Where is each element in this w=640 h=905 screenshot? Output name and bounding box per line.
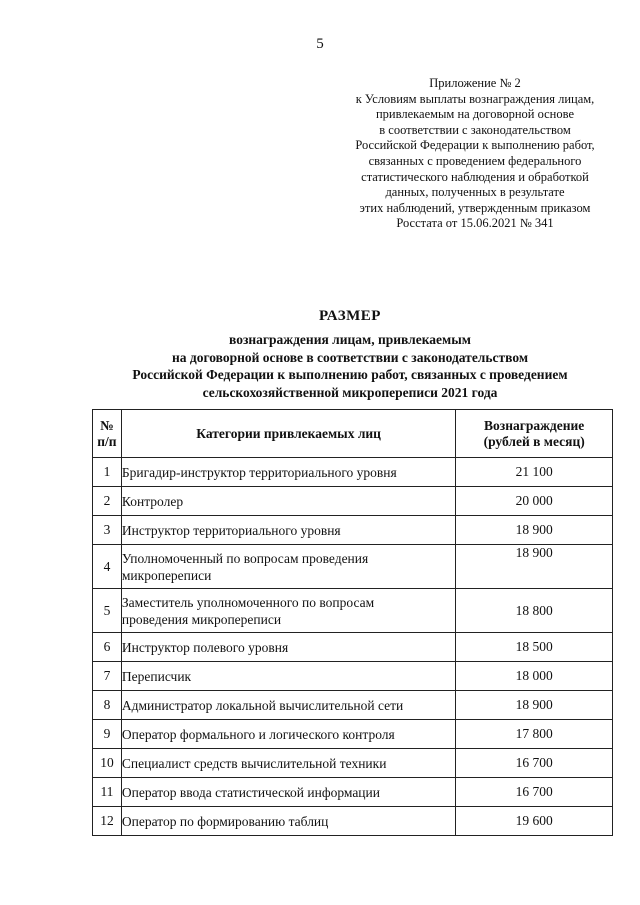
row-amount: 18 000 [456,662,613,691]
row-amount: 19 600 [456,807,613,836]
row-category [121,807,455,836]
row-category [121,633,455,662]
table-row [93,633,613,662]
row-category [121,487,455,516]
table-row [93,545,613,589]
row-category-line: микропереписи [121,567,212,583]
row-category-line: проведения микропереписи [121,611,282,627]
appendix-line: этих наблюдений, утвержденным приказом [359,200,591,215]
header-remuneration-line1: Вознаграждение [484,417,585,433]
table-row [93,589,613,633]
row-category [121,589,455,633]
row-category [121,516,455,545]
row-category [121,691,455,720]
row-category-line: Заместитель уполномоченного по вопросам [121,594,375,610]
row-amount: 18 900 [456,516,613,545]
row-amount: 21 100 [456,458,613,487]
appendix-line: привлекаемым на договорной основе [375,107,574,122]
header-number-line2: п/п [97,433,117,449]
appendix-line: в соответствии с законодательством [379,122,571,137]
title-subtitle [60,331,640,401]
page-number: 5 [316,36,324,52]
row-number: 9 [93,720,122,749]
row-category [121,749,455,778]
table-row [93,662,613,691]
table-row [93,691,613,720]
row-category [121,720,455,749]
header-number-line1: № [100,417,114,433]
row-number: 3 [93,516,122,545]
appendix-line: Приложение № 2 [429,76,521,90]
appendix-line: связанных с проведением федерального [368,153,582,168]
row-category [121,545,455,589]
appendix-line: данных, полученных в результате [385,185,565,200]
title-line: сельскохозяйственной микропереписи 2021 года [202,384,498,400]
row-category [121,662,455,691]
row-amount: 20 000 [456,487,613,516]
row-number: 5 [93,589,122,633]
row-number: 10 [93,749,122,778]
row-category-line: Оператор по формированию таблиц [121,813,329,829]
header-category: Категории привлекаемых лиц [121,410,455,458]
table-row [93,749,613,778]
table-body [93,458,613,836]
row-number: 11 [93,778,122,807]
row-category-line: Инструктор полевого уровня [121,639,289,655]
appendix-line: Российской Федерации к выполнению работ, [355,138,595,153]
row-amount: 18 900 [456,545,613,589]
header-remuneration-line2: (рублей в месяц) [483,433,585,449]
row-category-line: Оператор формального и логического контроля [121,726,395,742]
appendix-line: Росстата от 15.06.2021 № 341 [396,216,554,231]
row-category-line: Бригадир-инструктор территориального уровня [121,464,397,480]
row-category-line: Контролер [121,493,184,509]
row-number: 1 [93,458,122,487]
row-amount: 18 900 [456,691,613,720]
row-amount: 18 500 [456,633,613,662]
row-number: 8 [93,691,122,720]
appendix-line: к Условиям выплаты вознаграждения лицам, [355,91,595,106]
title-line: вознаграждения лицам, привлекаемым [229,332,471,347]
appendix-line: статистического наблюдения и обработкой [361,169,589,184]
appendix-note [340,76,610,232]
row-category [121,778,455,807]
table-row [93,516,613,545]
row-number: 4 [93,545,122,589]
row-amount: 16 700 [456,749,613,778]
row-number: 12 [93,807,122,836]
row-category-line: Уполномоченный по вопросам проведения [121,550,369,566]
document-title [60,308,640,401]
table-row [93,458,613,487]
header-number [93,410,122,458]
title-line: на договорной основе в соответствии с законодательством [171,349,529,365]
title-main: РАЗМЕР [319,308,381,324]
row-category [121,458,455,487]
table-row [93,807,613,836]
remuneration-table [92,409,613,836]
table-row [93,487,613,516]
row-category-line: Инструктор территориального уровня [121,522,341,538]
table-row [93,778,613,807]
row-amount: 17 800 [456,720,613,749]
header-remuneration [456,410,613,458]
row-category-line: Специалист средств вычислительной техники [121,755,387,771]
row-category-line: Оператор ввода статистической информации [121,784,380,800]
row-amount: 18 800 [456,589,613,633]
row-number: 2 [93,487,122,516]
table-row [93,720,613,749]
row-category-line: Администратор локальной вычислительной сети [121,697,404,713]
row-amount: 16 700 [456,778,613,807]
row-category-line: Переписчик [121,668,192,684]
table-header-row [93,410,613,458]
row-number: 6 [93,633,122,662]
title-line: Российской Федерации к выполнению работ, связанных с проведением [132,367,568,382]
row-number: 7 [93,662,122,691]
